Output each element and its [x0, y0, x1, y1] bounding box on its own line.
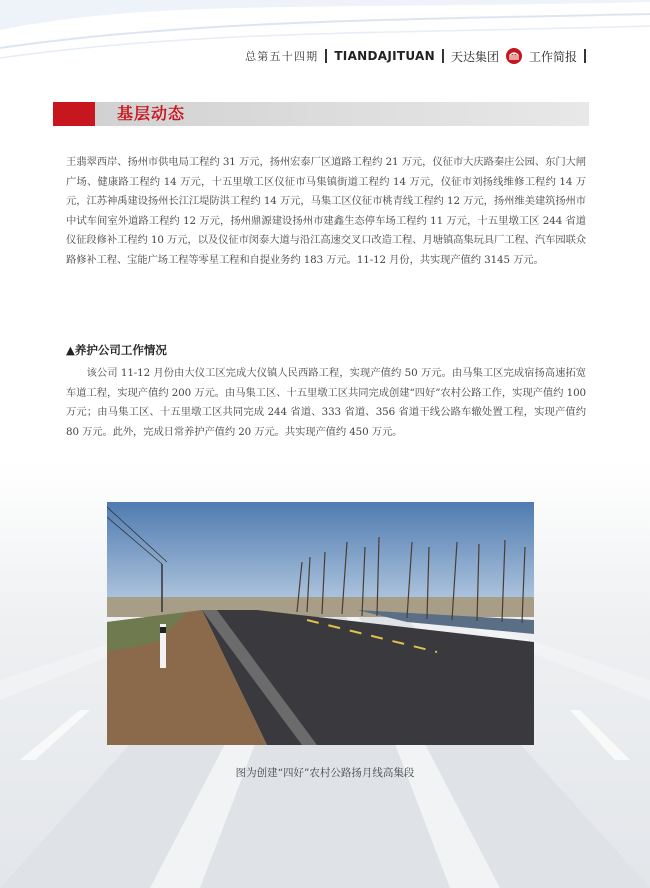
- header-swoosh-decoration: [0, 0, 650, 80]
- section-heading-bar: [53, 102, 589, 126]
- header-divider: [584, 49, 586, 63]
- body-paragraph-2: 该公司 11-12 月份由大仪工区完成大仪镇人民西路工程，实现产值约 50 万元。由马集工区完成宿扬高速拓宽车道工程，实现产值约 200 万元。由马集工区、十五里墩工区共同完成创建“四好”农村公路工作，实现产值约 100 万元；由马集工区、十五里墩工区共同完成 244 省道、333 省道、356 省道干线公路车辙处置工程，实现产值约 80 万元。此外，完成日常养护产值约 20 万元。共实现产值约 450 万元。: [66, 367, 586, 438]
- subsection-title: ▲养护公司工作情况: [66, 343, 167, 357]
- brand-name-english: TIANDAJITUAN: [334, 49, 435, 63]
- company-logo-icon: [506, 48, 522, 64]
- brand-name-chinese: 天达集团: [450, 49, 499, 64]
- issue-number: 总第五十四期: [245, 50, 319, 63]
- newsletter-title: 工作简报: [528, 49, 577, 64]
- road-photo: [107, 502, 534, 745]
- header-divider: [325, 49, 327, 63]
- body-paragraph-1: 王翡翠西岸、扬州市供电局工程约 31 万元，扬州宏泰厂区道路工程约 21 万元，仪征市大庆路秦庄公园、东门大闸广场、健康路工程约 14 万元，十五里墩工区仪征市马集镇街道工程约 14 万元，仪征市刘扬线维修工程约 14 万元，江苏神禹建设扬州长江江堤防洪工程约 14 万元，马集工区仪征市桃青线工程约 12 万元，扬州维美建筑扬州市中试车间室外道路工程约 12 万元，扬州鼎源建设扬州市建鑫生态停车场工程约 11 万元，十五里墩工区 244 省道仪征段修补工程约 10 万元，以及仪征市闵泰大道与沿江高速交叉口改造工程、月塘镇高集玩具厂工程、汽车园联众路修补工程、宝能广场工程等零星工程和自提业务约 183 万元。11-12 月份，共实现产值约 3145 万元。: [66, 156, 586, 266]
- section-title: 基层动态: [117, 104, 186, 123]
- section-accent-block: [53, 102, 95, 126]
- photo-caption: 图为创建“四好”农村公路扬月线高集段: [235, 767, 415, 779]
- header-divider: [442, 49, 444, 63]
- page-header: [245, 45, 586, 67]
